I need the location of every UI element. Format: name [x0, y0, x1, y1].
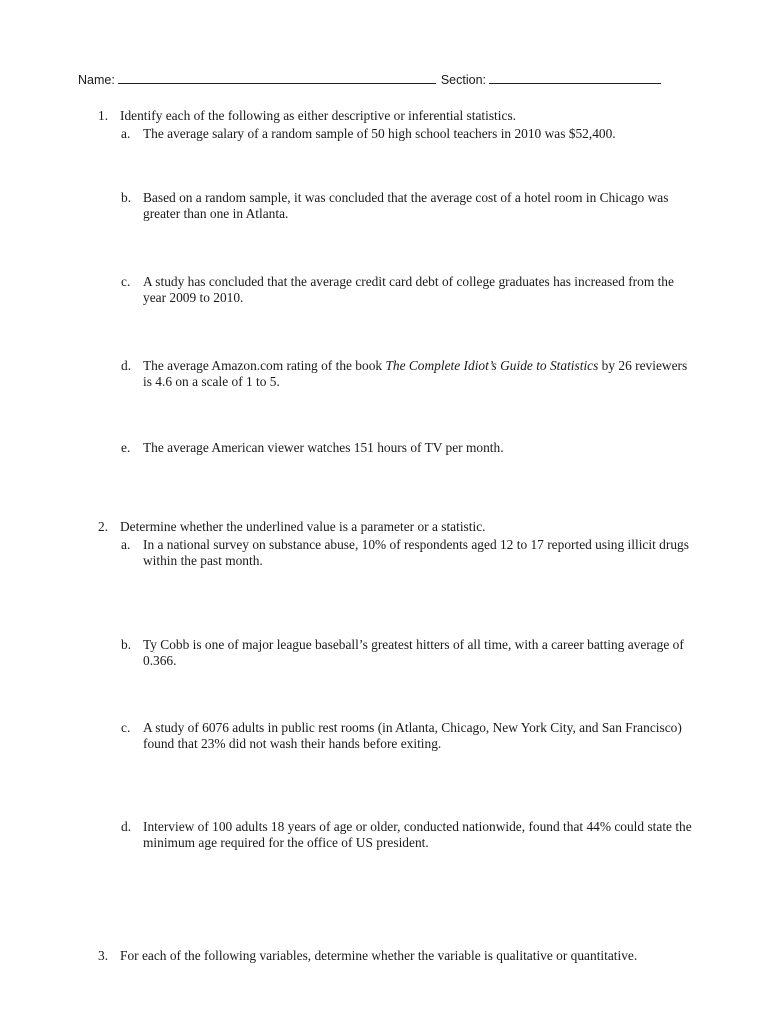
item-2c [121, 720, 682, 752]
item-text-line-2: within the past month. [143, 553, 263, 568]
item-text-line-1 [143, 358, 687, 374]
item-text-line-1: In a national survey on substance abuse, 10% of respondents aged 12 to 17 reported using illicit drugs [143, 537, 689, 552]
item-letter: a. [121, 126, 131, 141]
item-letter: b. [121, 190, 132, 205]
item-letter: c. [121, 274, 131, 289]
section-label: Section: [440, 73, 486, 87]
item-text-line-2: is 4.6 on a scale of 1 to 5. [143, 374, 280, 389]
item-text-line-1: Ty Cobb is one of major league baseball’s greatest hitters of all time, with a career batting average of [143, 637, 684, 652]
item-text-line-2: found that 23% did not wash their hands before exiting. [143, 736, 442, 751]
item-letter: a. [121, 537, 131, 552]
question-number: 2. [98, 519, 109, 534]
item-2b [121, 637, 684, 669]
question-prompt: Determine whether the underlined value is a parameter or a statistic. [120, 519, 486, 534]
item-text-line-1: Interview of 100 adults 18 years of age or older, conducted nationwide, found that 44% could state the [143, 819, 692, 834]
item-letter: b. [121, 637, 132, 652]
item-letter: d. [121, 358, 132, 373]
question-1 [98, 108, 516, 124]
item-text-post: by 26 reviewers [598, 358, 688, 373]
question-prompt: Identify each of the following as either descriptive or inferential statistics. [120, 108, 517, 123]
item-1d [121, 358, 687, 390]
item-text-pre: The average Amazon.com rating of the book [143, 358, 386, 373]
item-1e [121, 440, 504, 456]
section-blank [489, 70, 661, 84]
item-text-line-2: year 2009 to 2010. [143, 290, 244, 305]
question-number: 3. [98, 948, 109, 963]
item-letter: c. [121, 720, 131, 735]
item-text-line-1: Based on a random sample, it was concluded that the average cost of a hotel room in Chicago was [143, 190, 669, 205]
item-text-line-1: A study of 6076 adults in public rest rooms (in Atlanta, Chicago, New York City, and San Francisco) [143, 720, 682, 735]
question-prompt: For each of the following variables, determine whether the variable is qualitative or quantitative. [120, 948, 638, 963]
item-text-line-2: 0.366. [143, 653, 177, 668]
item-1c [121, 274, 674, 306]
book-title: The Complete Idiot’s Guide to Statistics [385, 358, 599, 373]
name-blank [118, 70, 436, 84]
item-text-line-1: A study has concluded that the average credit card debt of college graduates has increased from the [143, 274, 674, 289]
item-1a [121, 126, 616, 142]
item-text-line-1: The average salary of a random sample of 50 high school teachers in 2010 was $52,400. [143, 126, 616, 141]
item-letter: e. [121, 440, 131, 455]
item-text-line-1: The average American viewer watches 151 hours of TV per month. [143, 440, 504, 455]
item-1b [121, 190, 668, 222]
item-2a [121, 537, 689, 569]
item-text-line-2: greater than one in Atlanta. [143, 206, 289, 221]
question-2 [98, 519, 486, 535]
header-line [78, 70, 661, 87]
question-3 [98, 948, 637, 964]
name-label: Name: [78, 73, 115, 87]
item-letter: d. [121, 819, 132, 834]
item-2d [121, 819, 692, 851]
question-number: 1. [98, 108, 109, 123]
item-text-line-2: minimum age required for the office of US president. [143, 835, 429, 850]
